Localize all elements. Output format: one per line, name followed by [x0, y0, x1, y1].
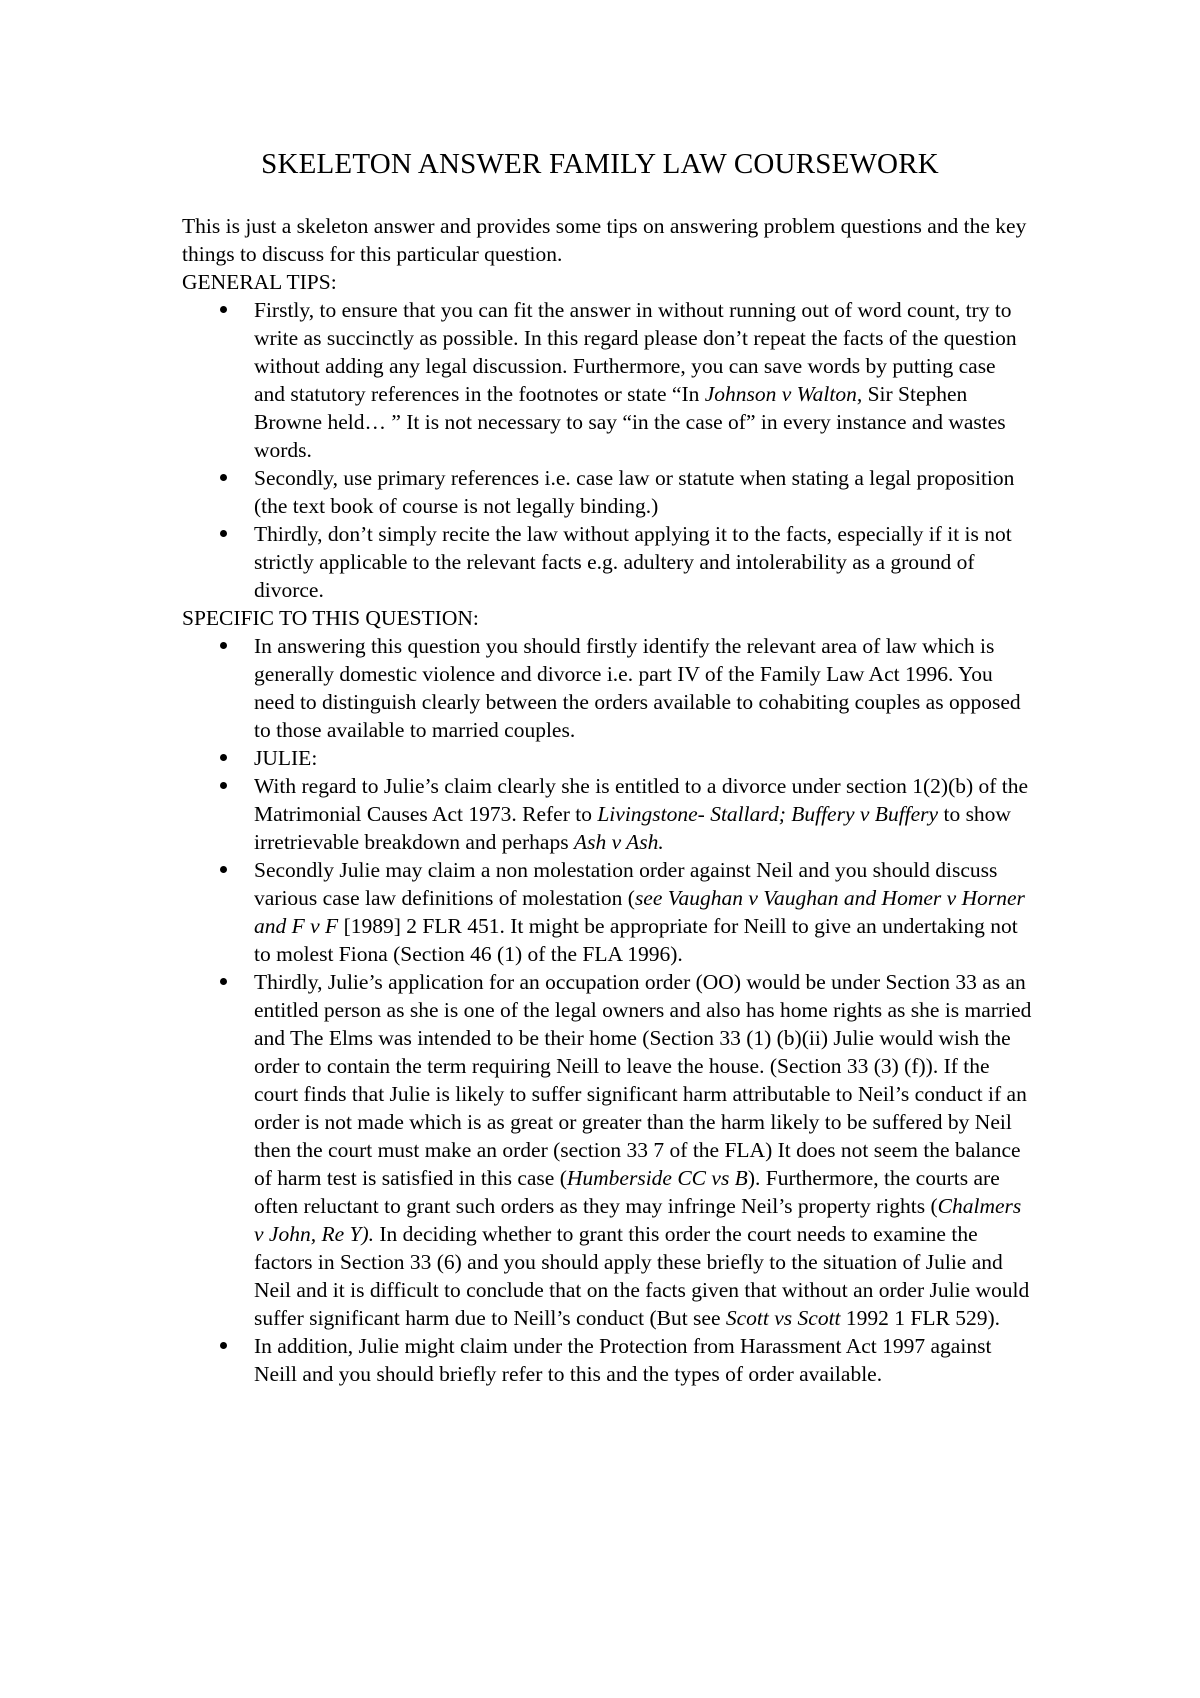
list-item: Secondly, use primary references i.e. case law or statute when stating a legal proposition (the text book of course is not legally binding.): [254, 464, 1032, 520]
specific-heading: SPECIFIC TO THIS QUESTION:: [182, 606, 479, 630]
bullet-icon: [220, 474, 227, 481]
list-item: In addition, Julie might claim under the Protection from Harassment Act 1997 against Neill and you should briefly refer to this and the types of order available.: [254, 1332, 1032, 1388]
case-reference: Chalmers v John, Re Y).: [254, 1194, 1022, 1246]
case-reference: Scott vs Scott: [725, 1306, 841, 1330]
bullet-icon: [220, 1342, 227, 1349]
case-reference: Johnson v Walton,: [704, 382, 863, 406]
list-item: Firstly, to ensure that you can fit the answer in without running out of word count, try to write as succinctly as possible. In this regard please don’t repeat the facts of the question without adding any legal discussion. Furthermore, you can save words by putting case and statutory references in the footnotes or state “In Johnson v Walton, Sir Stephen Browne held… ” It is not necessary to say “in the case of” in every instance and wastes words.: [254, 296, 1032, 464]
intro-paragraph: This is just a skeleton answer and provides some tips on answering problem questions and the key things to discuss for this particular question.: [182, 214, 1027, 266]
bullet-icon: [220, 306, 227, 313]
specific-list: [182, 632, 1032, 1388]
bullet-icon: [220, 866, 227, 873]
general-tips-heading: GENERAL TIPS:: [182, 270, 337, 294]
case-reference: see Vaughan v Vaughan and Homer v Horner and F v F: [254, 886, 1025, 938]
bullet-icon: [220, 782, 227, 789]
list-item: Secondly Julie may claim a non molestation order against Neil and you should discuss various case law definitions of molestation (see Vaughan v Vaughan and Homer v Horner and F v F [1989] 2 FLR 451. It might be appropriate for Neill to give an undertaking not to molest Fiona (Section 46 (1) of the FLA 1996).: [254, 856, 1032, 968]
list-item: In answering this question you should firstly identify the relevant area of law which is generally domestic violence and divorce i.e. part IV of the Family Law Act 1996. You need to distinguish clearly between the orders available to cohabiting couples as opposed to those available to married couples.: [254, 632, 1032, 744]
document-title: SKELETON ANSWER FAMILY LAW COURSEWORK: [261, 148, 939, 180]
general-tips-list: [182, 296, 1032, 604]
bullet-icon: [220, 642, 227, 649]
list-item: Thirdly, Julie’s application for an occupation order (OO) would be under Section 33 as an entitled person as she is one of the legal owners and also has home rights as she is married and The Elms was intended to be their home (Section 33 (1) (b)(ii) Julie would wish the order to contain the term requiring Neill to leave the house. (Section 33 (3) (f)). If the court finds that Julie is likely to suffer significant harm attributable to Neil’s conduct if an order is not made which is as great or greater than the harm likely to be suffered by Neil then the court must make an order (section 33 7 of the FLA) It does not seem the balance of harm test is satisfied in this case (Humberside CC vs B). Furthermore, the courts are often reluctant to grant such orders as they may infringe Neil’s property rights (Chalmers v John, Re Y). In deciding whether to grant this order the court needs to examine the factors in Section 33 (6) and you should apply these briefly to the situation of Julie and Neil and it is difficult to conclude that on the facts given that without an order Julie would suffer significant harm due to Neill’s conduct (But see Scott vs Scott 1992 1 FLR 529).: [254, 968, 1032, 1332]
bullet-icon: [220, 978, 227, 985]
case-reference: Ash v Ash.: [573, 830, 664, 854]
julie-label: JULIE:: [254, 746, 318, 770]
list-item: Thirdly, don’t simply recite the law without applying it to the facts, especially if it is not strictly applicable to the relevant facts e.g. adultery and intolerability as a ground of divorce.: [254, 520, 1032, 604]
case-reference: Humberside CC vs B: [566, 1166, 748, 1190]
document-body: [182, 212, 1032, 1388]
bullet-icon: [220, 530, 227, 537]
list-item: [254, 744, 1032, 772]
case-reference: Livingstone- Stallard; Buffery v Buffery: [597, 802, 939, 826]
list-item: With regard to Julie’s claim clearly she is entitled to a divorce under section 1(2)(b) of the Matrimonial Causes Act 1973. Refer to Livingstone- Stallard; Buffery v Buffery to show irretrievable breakdown and perhaps Ash v Ash.: [254, 772, 1032, 856]
bullet-icon: [220, 754, 227, 761]
